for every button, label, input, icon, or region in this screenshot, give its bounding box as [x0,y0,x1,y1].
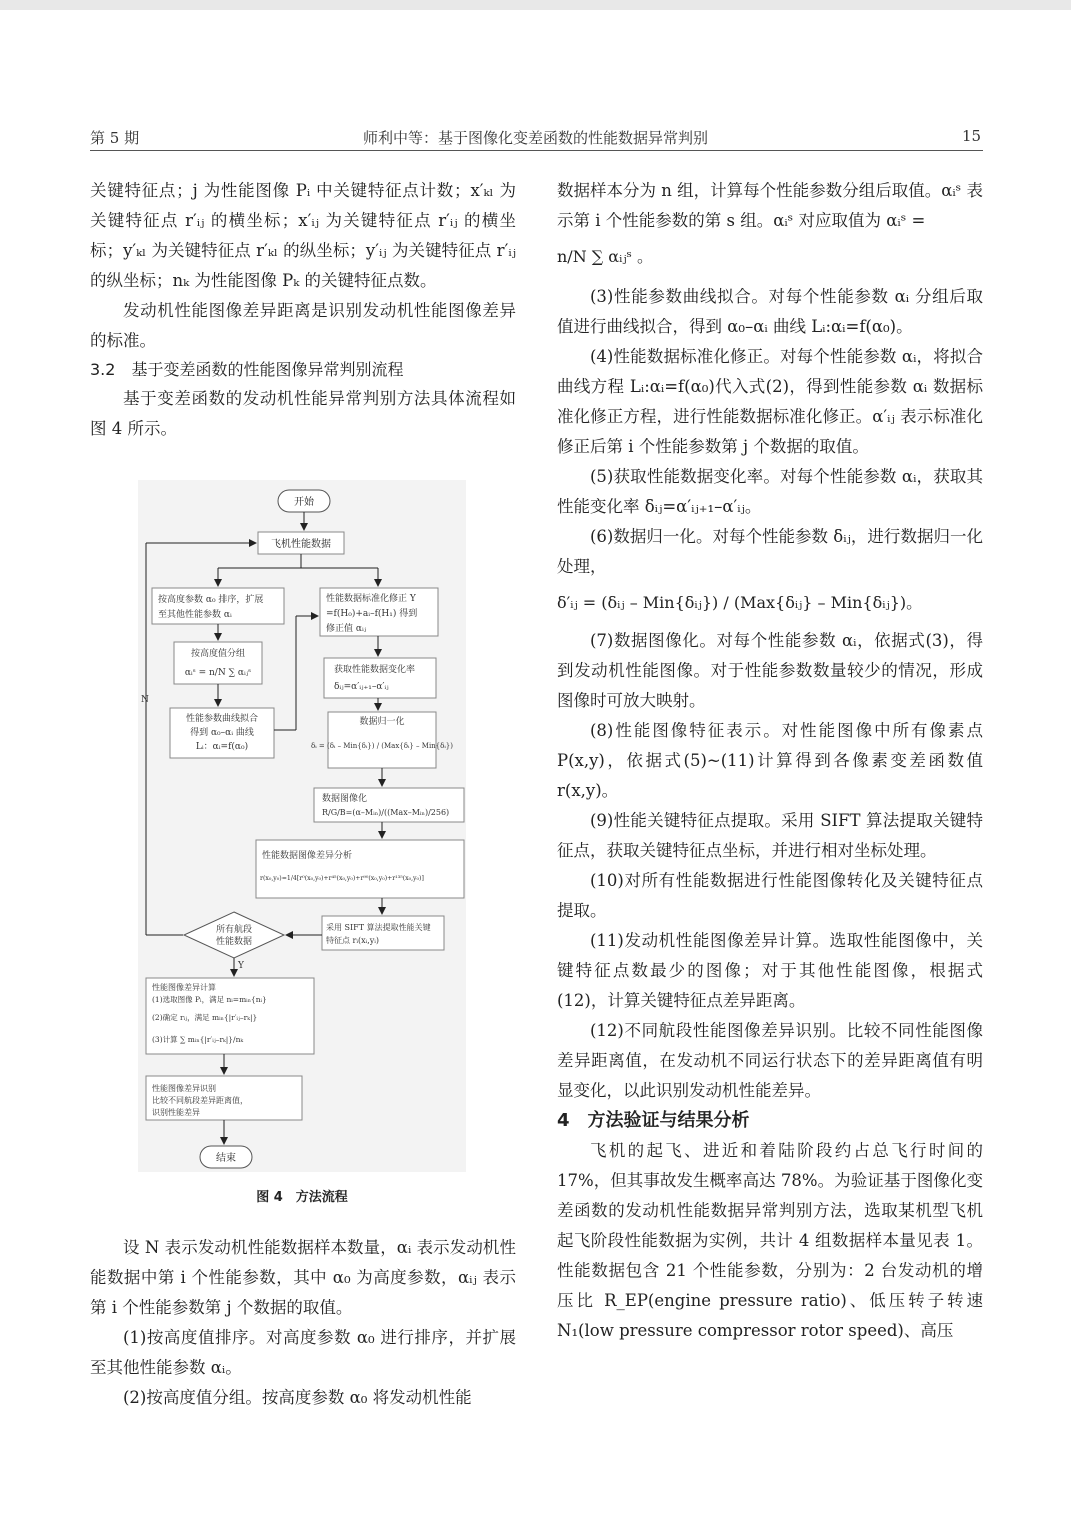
left-paragraph-6: (2)按高度值分组。按高度参数 α₀ 将发动机性能 [123,1388,472,1407]
right-paragraph-11: (11)发动机性能图像差异计算。选取性能图像中，关键特征点数最少的图像；对于其他性能图像，根据式(12)，计算关键特征点差异距离。 [557,931,983,1010]
top-bar [0,0,1071,10]
img-line-1: 数据图像化 [322,794,368,804]
std-line-3: 修正值 αᵢⱼ [326,624,367,634]
decision-line-2: 性能数据 [215,937,253,947]
right-paragraph-4: (4)性能数据标准化修正。对每个性能参数 αᵢ，将拟合曲线方程 Lᵢ:αᵢ=f(α₀)代入式(2)，得到性能参数 αᵢ 数据标准化修正方程，进行性能数据标准化修正。α′ᵢⱼ 表示标准化修正后第 i 个性能参数第 j 个数据的取值。 [557,347,983,456]
decision-line-1: 所有航段 [215,925,253,935]
right-paragraph-3: (3)性能参数曲线拟合。对每个性能参数 αᵢ 分组后取值进行曲线拟合，得到 α₀–αᵢ 曲线 Lᵢ:αᵢ=f(α₀)。 [557,287,983,336]
group-line-2: αᵢˢ = n/N ∑ αᵢⱼˢ [184,668,252,678]
sift-line-1: 采用 SIFT 算法提取性能关键 [326,923,431,932]
sift-line-2: 特征点 rᵢ(xᵢ,yᵢ) [326,936,380,945]
page-number: 15 [962,127,982,145]
norm-line-1: 数据归一化 [359,717,405,727]
section-4-heading: 4 方法验证与结果分析 [557,1110,750,1131]
running-title: 师利中等：基于图像化变差函数的性能数据异常判别 [362,129,708,147]
left-column-top [90,176,516,444]
calc-line-2: (1)选取图像 Pᵢ，满足 nᵢ=mᵢₙ{nᵢ} [152,995,267,1004]
rate-line-2: δᵢⱼ=α′ᵢⱼ₊₁–α′ᵢⱼ [334,682,389,692]
left-paragraph-1: 关键特征点；j 为性能图像 Pᵢ 中关键特征点计数；x′ₖₗ 为关键特征点 r′ᵢⱼ 的横坐标；x′ᵢⱼ 为关键特征点 r′ᵢⱼ 的横坐标；y′ₖₗ 为关键特征点 r′ₖₗ 的纵坐标；y′ᵢⱼ 为关键特征点 r′ᵢⱼ 的纵坐标；nₖ 为性能图像 Pₖ 的关键特征点数。 [90,181,516,290]
std-line-1: 性能数据标准化修正 Y [326,594,416,604]
ident-line-3: 识别性能差异 [152,1108,200,1117]
fit-line-2: 得到 α₀–αᵢ 曲线 [190,728,254,738]
diff-line-2: r(x₀,y₀)=1/4[r⁰(x₀,y₀)+r⁴⁵(x₀,y₀)+r⁹⁰(x₀,y₀)+r¹³⁵(x₀,y₀)] [260,875,424,882]
calc-line-1: 性能图像差异计算 [152,983,216,992]
section-3-2-heading: 3.2 基于变差函数的性能图像异常判别流程 [90,360,404,379]
rate-line-1: 获取性能数据变化率 [334,665,416,675]
right-paragraph-6: (6)数据归一化。对每个性能参数 δᵢⱼ，进行数据归一化处理， [557,527,983,576]
norm-line-2: δᵢ = (δᵢ – Min{δᵢ}) / (Max{δᵢ} – Min{δᵢ}) [311,742,453,750]
calc-line-3: (2)确定 rᵢⱼ，满足 mᵢₙ{|r′ᵢⱼ–rₖ|} [152,1013,258,1022]
right-paragraph-12: (12)不同航段性能图像差异识别。比较不同性能图像差异距离值，在发动机不同运行状态下的差异距离值有明显变化，以此识别发动机性能差异。 [557,1021,983,1100]
right-paragraph-9: (9)性能关键特征点提取。采用 SIFT 算法提取关键特征点，获取关键特征点坐标，并进行相对坐标处理。 [557,811,983,860]
start-label: 开始 [294,497,314,508]
std-line-2: =f(H₀)+aᵢ–f(H₁) 得到 [326,609,418,619]
right-paragraph-8: (8)性能图像特征表示。对性能图像中所有像素点 P(x,y)，依据式(5)~(11)计算得到各像素变差函数值 r(x,y)。 [557,721,983,800]
yes-label: Y [238,961,244,971]
no-label: N [141,695,149,705]
left-paragraph-3: 基于变差函数的发动机性能异常判别方法具体流程如图 4 所示。 [90,389,516,438]
diff-line-1: 性能数据图像差异分析 [262,851,353,861]
right-paragraph-5: (5)获取性能数据变化率。对每个性能参数 αᵢ，获取其性能变化率 δᵢⱼ=α′ᵢⱼ₊₁–α′ᵢⱼ。 [557,467,983,516]
issue-number: 第 5 期 [90,129,140,147]
figure-caption: 图 4 方法流程 [256,1190,348,1205]
right-column [557,176,983,1346]
decision-diamond [184,912,284,958]
group-line-1: 按高度值分组 [190,649,246,659]
sort-line-1: 按高度参数 α₀ 排序，扩展 [158,595,264,605]
ident-line-1: 性能图像差异识别 [152,1084,216,1093]
change-rate-box [324,658,436,698]
fit-line-1: 性能参数曲线拟合 [185,714,259,724]
right-paragraph-7: (7)数据图像化。对每个性能参数 αᵢ，依据式(3)，得到发动机性能图像。对于性能参数数量较少的情况，形成图像时可放大映射。 [557,631,983,710]
grouping-formula: n/N ∑ αᵢⱼˢ 。 [557,247,654,266]
right-paragraph-13: 飞机的起飞、进近和着陆阶段约占总飞行时间的 17%，但其事故发生概率高达 78%。为验证基于图像化变差函数的发动机性能数据异常判别方法，选取某机型飞机起飞阶段性能数据为实例，共计 4 组数据样本量见表 1。性能数据包含 21 个性能参数，分别为：2 台发动机的增压比 R_EP(engine pressure ratio)、低压转子转速 N₁(low pressure compressor rotor speed)、高压 [557,1141,983,1340]
right-paragraph-10: (10)对所有性能数据进行性能图像转化及关键特征点提取。 [557,871,983,920]
ident-line-2: 比较不同航段差异距离值， [152,1096,248,1105]
sort-line-2: 至其他性能参数 αᵢ [158,610,232,620]
header-rule [90,150,983,151]
aircraft-data-label: 飞机性能数据 [271,539,331,550]
img-line-2: R/G/B=(α–Mᵢₙ)/((Max–Mᵢₙ)/256) [322,808,450,817]
left-paragraph-4: 设 N 表示发动机性能数据样本数量，αᵢ 表示发动机性能数据中第 i 个性能参数，其中 α₀ 为高度参数，αᵢⱼ 表示第 i 个性能参数第 j 个数据的取值。 [90,1238,516,1317]
right-paragraph-1: 数据样本分为 n 组，计算每个性能参数分组后取值。αᵢˢ 表示第 i 个性能参数的第 s 组。αᵢˢ 对应取值为 αᵢˢ = [557,181,983,230]
left-column-bottom [90,1233,516,1413]
left-paragraph-2: 发动机性能图像差异距离是识别发动机性能图像差异的标准。 [90,301,516,350]
left-paragraph-5: (1)按高度值排序。对高度参数 α₀ 进行排序，并扩展至其他性能参数 αᵢ。 [90,1328,516,1377]
calc-line-4: (3)计算 ∑ mᵢₙ{|r′ᵢⱼ–rₖ|}/nₖ [152,1035,244,1044]
fit-line-3: Lᵢ：αᵢ=f(α₀) [195,742,249,752]
flowchart-figure [138,480,466,1172]
normalization-formula: δ′ᵢⱼ = (δᵢⱼ – Min{δᵢⱼ}) / (Max{δᵢⱼ} – Min{δᵢⱼ})。 [557,593,923,612]
end-label: 结束 [216,1153,236,1164]
difference-analysis-box [256,840,464,898]
